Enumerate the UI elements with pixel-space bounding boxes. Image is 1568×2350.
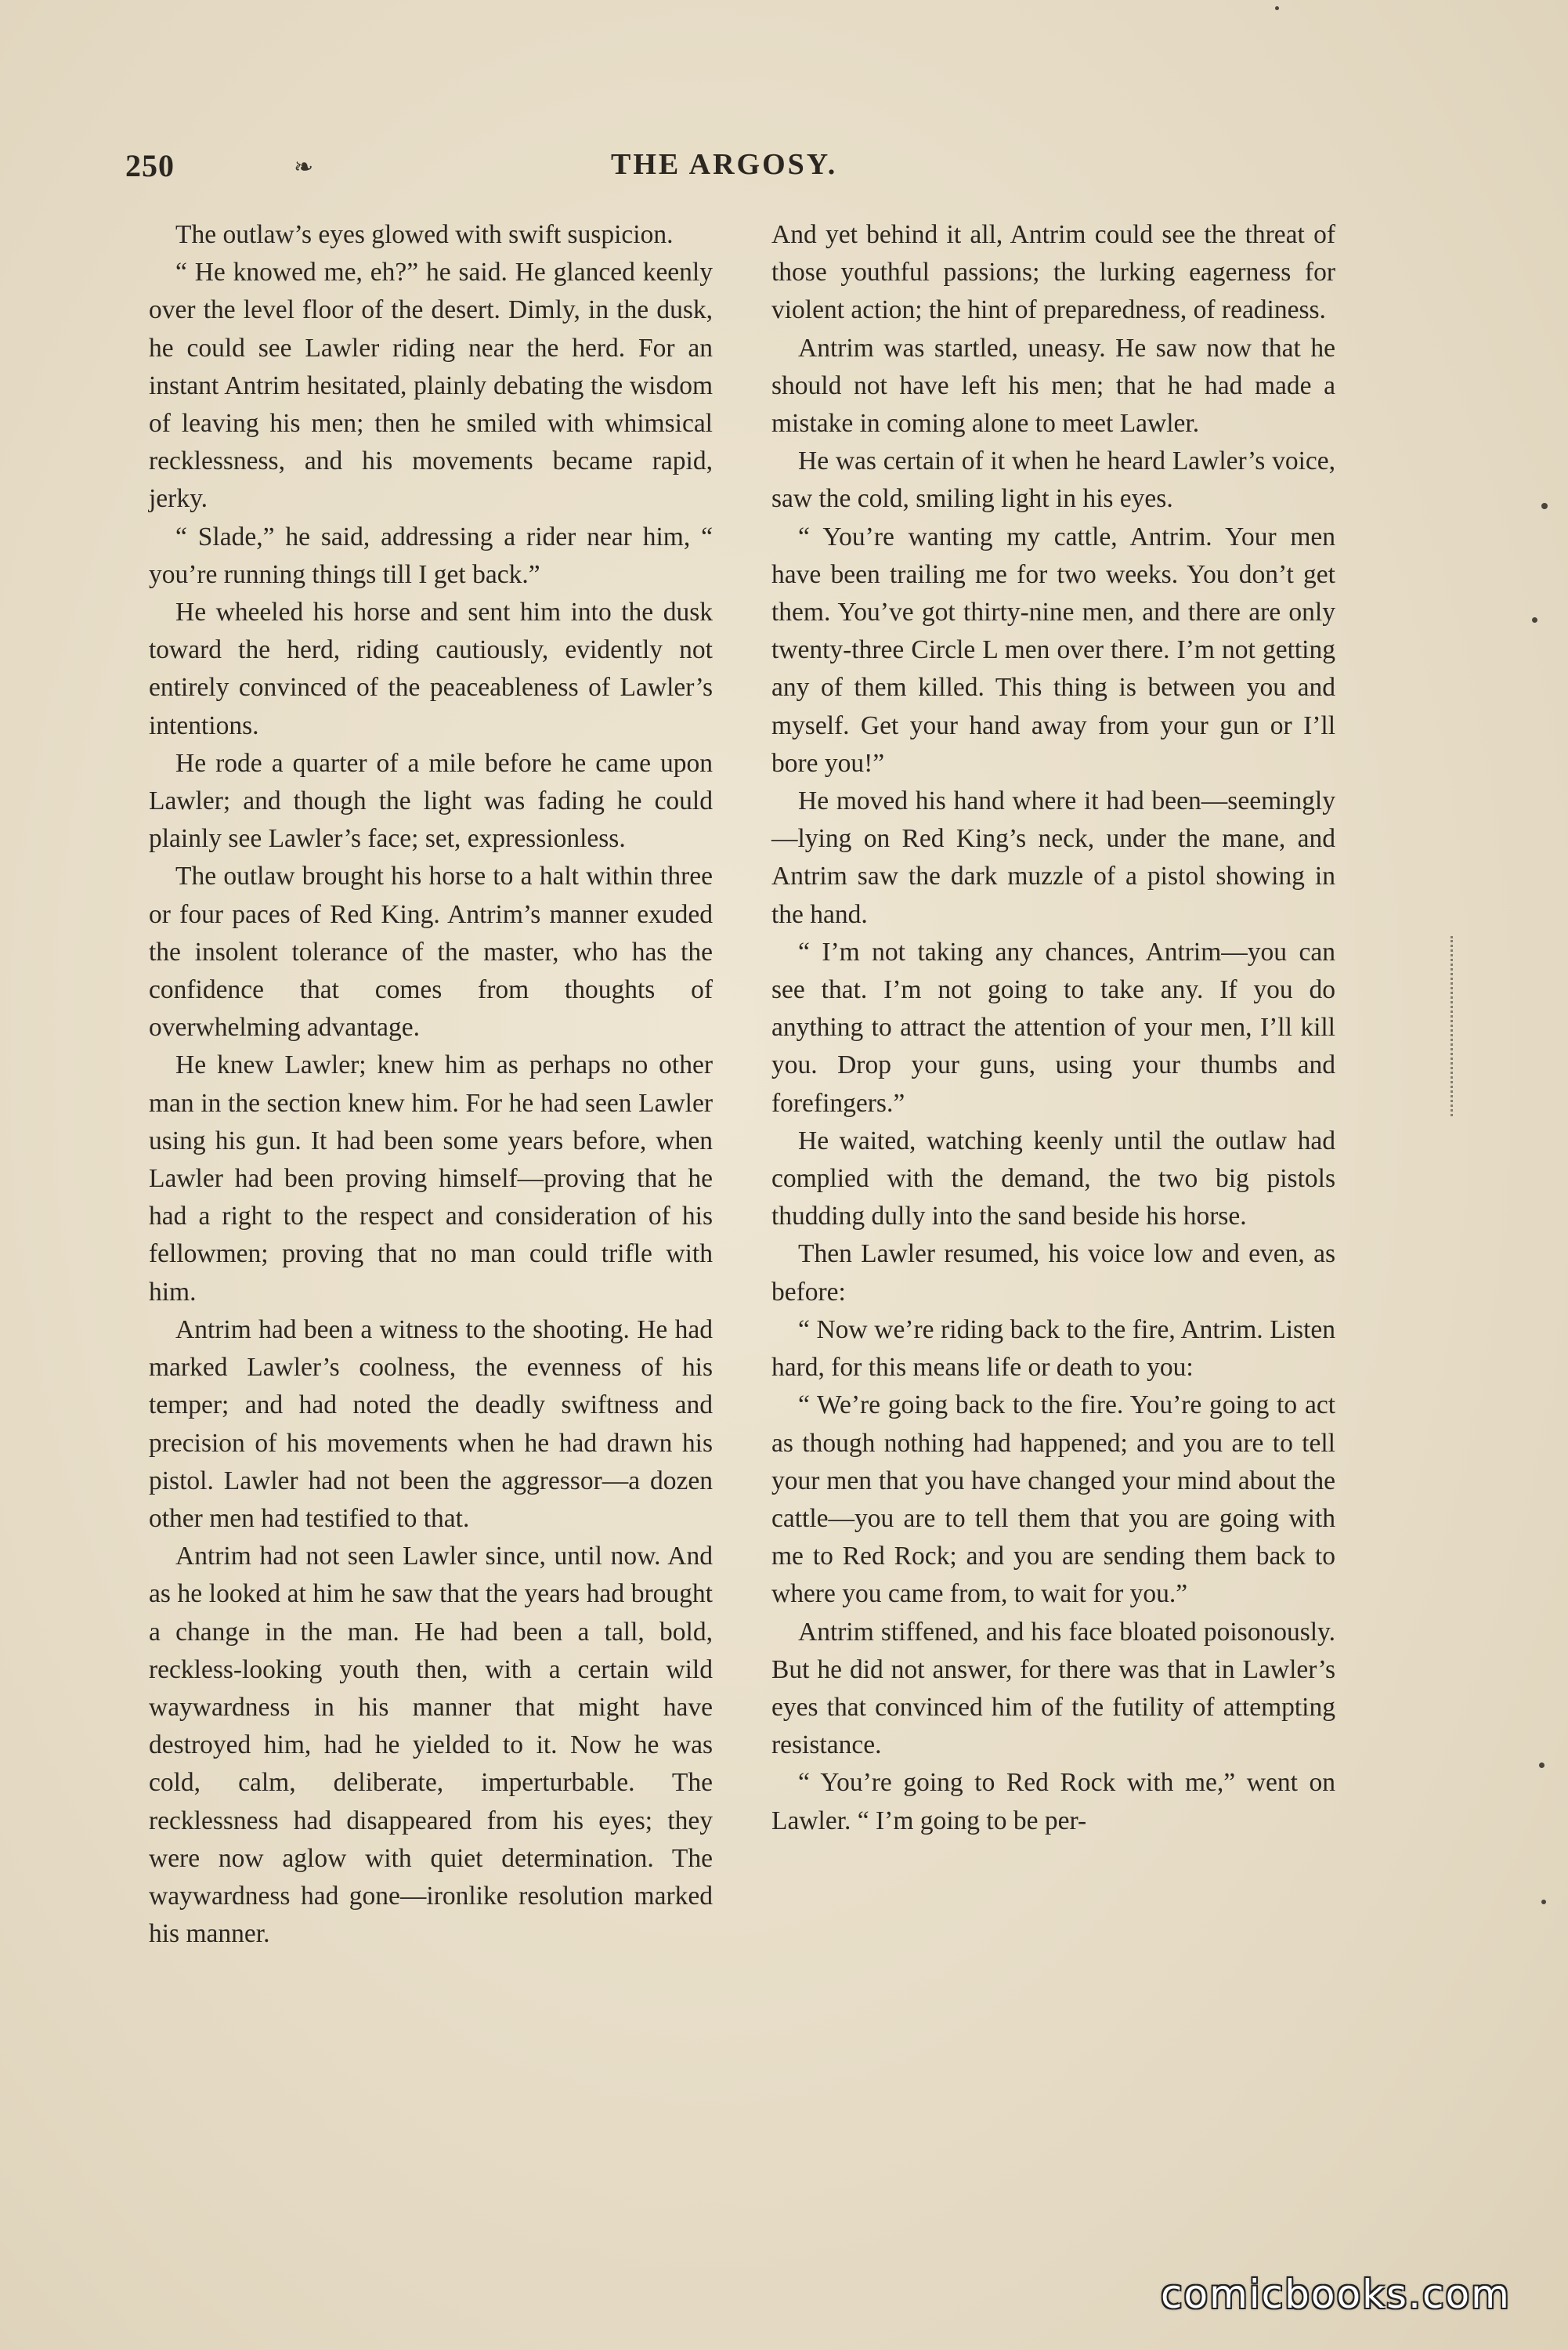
watermark-logo: comicbooks.com	[1161, 2272, 1511, 2317]
paragraph: “ Now we’re riding back to the fire, Antrim. Listen hard, for this means life or death to you:	[771, 1314, 1335, 1383]
paragraph: He waited, watching keenly until the outlaw had complied with the demand, the two big pistols thudding dully into the sand beside his horse.	[771, 1126, 1335, 1231]
scan-edge-mark	[1451, 936, 1456, 1116]
page-number: 250	[125, 148, 175, 183]
paragraph: “ I’m not taking any chances, Antrim—you can see that. I’m not going to take any. If you do anything to attract the attention of your men, I’ll kill you. Drop your guns, using your thumbs and forefingers.”	[771, 937, 1335, 1118]
paragraph: The outlaw’s eyes glowed with swift suspicion.	[175, 220, 674, 249]
paragraph: He moved his hand where it had been—seemingly—lying on Red King’s neck, under the mane, and Antrim saw the dark muzzle of a pistol showing in the hand.	[771, 786, 1335, 929]
scan-speck	[1541, 503, 1548, 509]
paragraph: “ You’re going to Red Rock with me,” went on Lawler. “ I’m going to be per-	[771, 1768, 1335, 1835]
paragraph: He knew Lawler; knew him as perhaps no other man in the section knew him. For he had seen Lawler using his gun. It had been some years before, when Lawler had been proving himself—proving that he had a right to the respect and consideration of his fellowmen; proving that no man could trifle with him.	[149, 1050, 713, 1307]
page-header	[125, 147, 1347, 194]
paragraph: “ We’re going back to the fire. You’re going to act as though nothing had happened; and you are to tell your men that you have changed your mind about the cattle—you are to tell them that you are going with me to Red Rock; and you are sending them back to where you came from, to wait for you.”	[771, 1390, 1335, 1609]
scan-speck	[1275, 6, 1279, 10]
paragraph: “ Slade,” he said, addressing a rider near him, “ you’re running things till I get back.”	[149, 522, 713, 589]
paragraph: Antrim had been a witness to the shooting. He had marked Lawler’s coolness, the evenness of his temper; and had noted the deadly swiftness and precision of his movements when he had drawn his pistol. Lawler had not been the aggressor—a dozen other men had testified to that.	[149, 1314, 713, 1533]
paragraph: He rode a quarter of a mile before he came upon Lawler; and though the light was fading he could plainly see Lawler’s face; set, expressionless.	[149, 748, 713, 854]
paragraph: He wheeled his horse and sent him into the dusk toward the herd, riding cautiously, evidently not entirely convinced of the peaceableness of Lawler’s intentions.	[149, 598, 713, 740]
paragraph: “ He knowed me, eh?” he said. He glanced keenly over the level floor of the desert. Dimly, in the dusk, he could see Lawler riding near the herd. For an instant Antrim hesitated, plainly debating the wisdom of leaving his men; then he smiled with whimsical recklessness, and his movements became rapid, jerky.	[149, 258, 713, 514]
scan-speck	[1541, 1900, 1546, 1904]
paragraph: Antrim stiffened, and his face bloated poisonously. But he did not answer, for there was that in Lawler’s eyes that convinced him of the futility of attempting resistance.	[771, 1617, 1335, 1760]
running-title: THE ARGOSY.	[611, 148, 838, 181]
paragraph: Antrim had not seen Lawler since, until now. And as he looked at him he saw that the years had brought a change in the man. He had been a tall, bold, reckless-looking youth then, with a certain wild waywardness in his manner that might have destroyed him, had he yielded to it. Now he was cold, calm, deliberate, imperturbable. The recklessness had disappeared from his eyes; they were now aglow with quiet determination. The waywardness had gone—ironlike resolution marked his manner.	[149, 1542, 713, 1949]
paragraph: “ You’re wanting my cattle, Antrim. Your men have been trailing me for two weeks. You don’t get them. You’ve got thirty-nine men, and there are only twenty-three Circle L men over there. I’m not getting any of them killed. This thing is between you and myself. Get your hand away from your gun or I’ll bore you!”	[771, 522, 1335, 778]
paragraph: And yet behind it all, Antrim could see the threat of those youthful passions; the lurking eagerness for violent action; the hint of preparedness, of readiness.	[771, 220, 1335, 325]
scan-speck	[1532, 617, 1537, 623]
ornament-icon: ❧	[294, 154, 314, 180]
paragraph: Antrim was startled, uneasy. He saw now that he should not have left his men; that he had made a mistake in coming alone to meet Lawler.	[771, 333, 1335, 439]
paragraph: He was certain of it when he heard Lawler’s voice, saw the cold, smiling light in his eyes.	[771, 446, 1335, 514]
text-column-left	[149, 216, 713, 1953]
paragraph: Then Lawler resumed, his voice low and even, as before:	[771, 1239, 1335, 1307]
paragraph: The outlaw brought his horse to a halt within three or four paces of Red King. Antrim’s manner exuded the insolent tolerance of the master, who has the confidence that comes from thoughts of overwhelming advantage.	[149, 862, 713, 1043]
scan-speck	[1539, 1762, 1545, 1768]
text-column-right	[771, 216, 1335, 1840]
